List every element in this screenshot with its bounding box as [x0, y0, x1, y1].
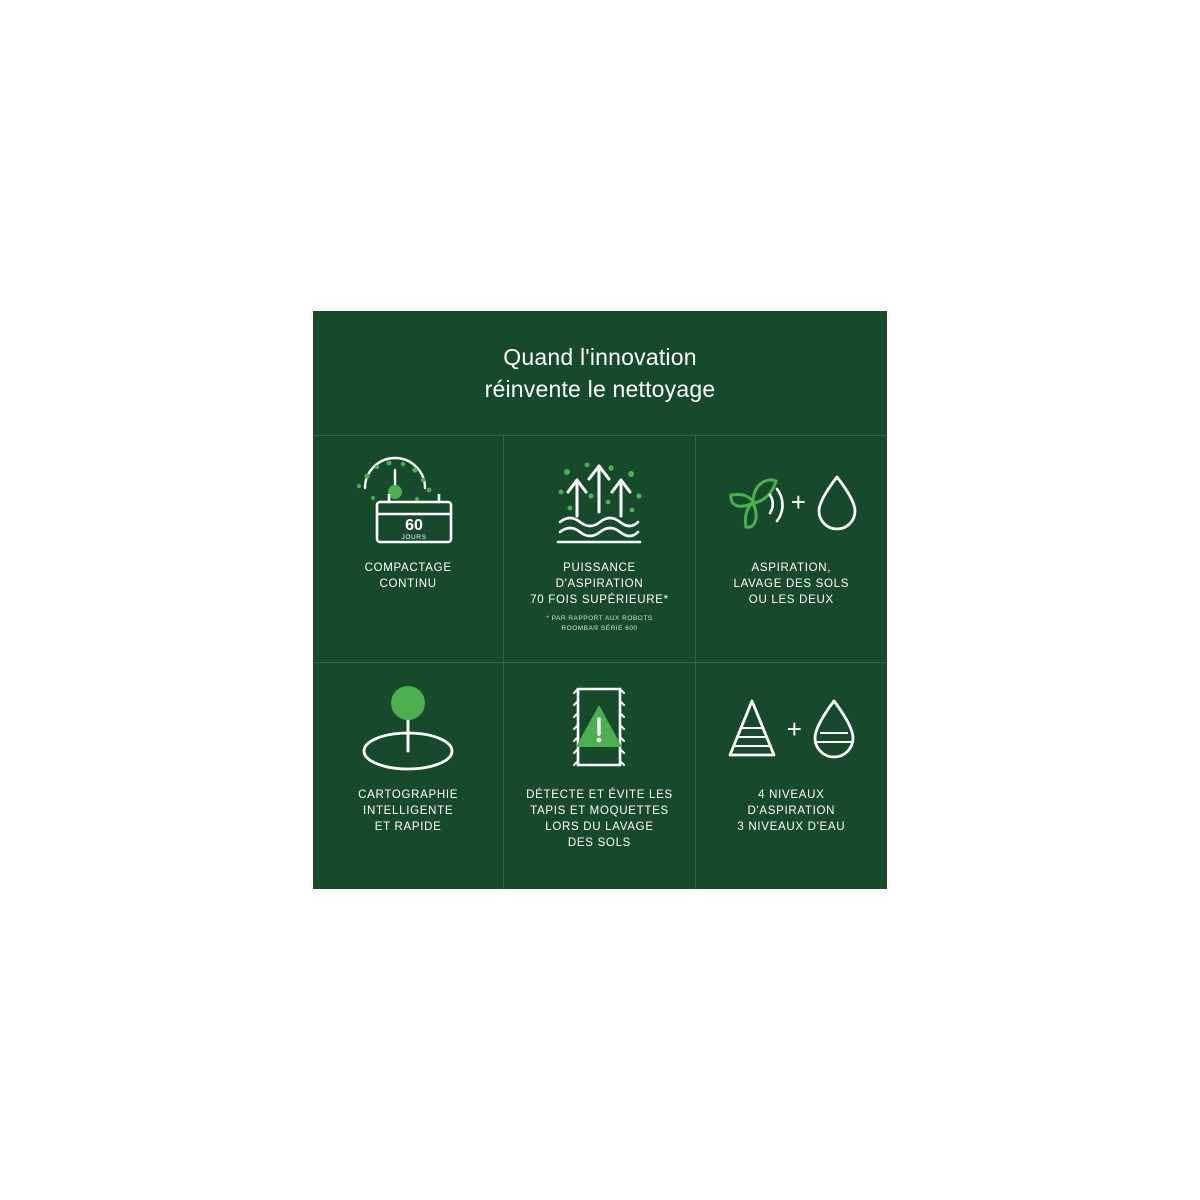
suction-level-triangle-icon — [724, 693, 780, 765]
headline-line-2: réinvente le nettoyage — [484, 376, 716, 402]
caption-line: CARTOGRAPHIE — [358, 788, 459, 801]
headline-line-1: Quand l'innovation — [503, 344, 697, 370]
feature-cell-detection-tapis — [504, 663, 695, 890]
feature-grid — [313, 435, 887, 889]
caption-line: D'ASPIRATION — [747, 804, 836, 817]
feature-cell-niveaux — [696, 663, 887, 890]
icon-value-60: 60 — [405, 517, 424, 534]
caption-line: OU LES DEUX — [748, 594, 834, 606]
caption-line: INTELLIGENTE — [363, 804, 454, 817]
caption-line: COMPACTAGE — [364, 562, 452, 574]
caption-line: ASPIRATION, — [751, 562, 832, 574]
feature-footnote — [546, 614, 652, 634]
dustbin-60-days-icon — [343, 450, 473, 554]
feature-caption — [737, 787, 845, 835]
footnote-line: * PAR RAPPORT AUX ROBOTS — [546, 615, 653, 622]
feature-caption — [526, 787, 673, 851]
water-drop-icon — [813, 469, 861, 535]
carpet-avoidance-warning-icon — [534, 677, 664, 781]
plus-sign: + — [786, 713, 802, 744]
caption-line: 3 NIVEAUX D'EAU — [737, 820, 846, 833]
caption-line: LAVAGE DES SOLS — [733, 578, 850, 590]
feature-caption — [358, 787, 458, 835]
feature-cell-puissance-aspiration — [504, 436, 695, 663]
caption-line: ET RAPIDE — [374, 820, 442, 833]
feature-cell-compactage — [313, 436, 504, 663]
caption-line: CONTINU — [379, 578, 437, 590]
footnote-line: ROOMBA® SÉRIE 600 — [561, 625, 638, 632]
suction-power-arrows-icon — [534, 450, 664, 554]
feature-caption — [365, 560, 452, 592]
caption-line: LORS DU LAVAGE — [545, 820, 654, 833]
caption-line: 4 NIVEAUX — [758, 788, 825, 801]
icon-unit-jours: JOURS — [401, 534, 427, 541]
caption-line: DES SOLS — [567, 836, 632, 849]
feature-caption — [530, 560, 669, 608]
caption-line: TAPIS ET MOQUETTES — [530, 804, 669, 817]
caption-line: PUISSANCE — [563, 562, 636, 574]
caption-line: 70 FOIS SUPÉRIEURE* — [530, 594, 669, 606]
plus-sign: + — [790, 487, 806, 517]
caption-line: D'ASPIRATION — [555, 578, 644, 590]
caption-line: DÉTECTE ET ÉVITE LES — [526, 788, 673, 801]
smart-mapping-pin-icon — [343, 677, 473, 781]
feature-cell-cartographie — [313, 663, 504, 890]
fan-icon — [722, 469, 784, 535]
vacuum-and-mop-icon — [722, 450, 861, 554]
water-level-drop-icon — [809, 693, 859, 765]
feature-caption — [734, 560, 850, 608]
feature-panel — [313, 311, 887, 889]
suction-levels-and-water-levels-icon — [724, 677, 859, 781]
feature-cell-aspiration-lavage — [696, 436, 887, 663]
panel-headline — [313, 311, 887, 435]
